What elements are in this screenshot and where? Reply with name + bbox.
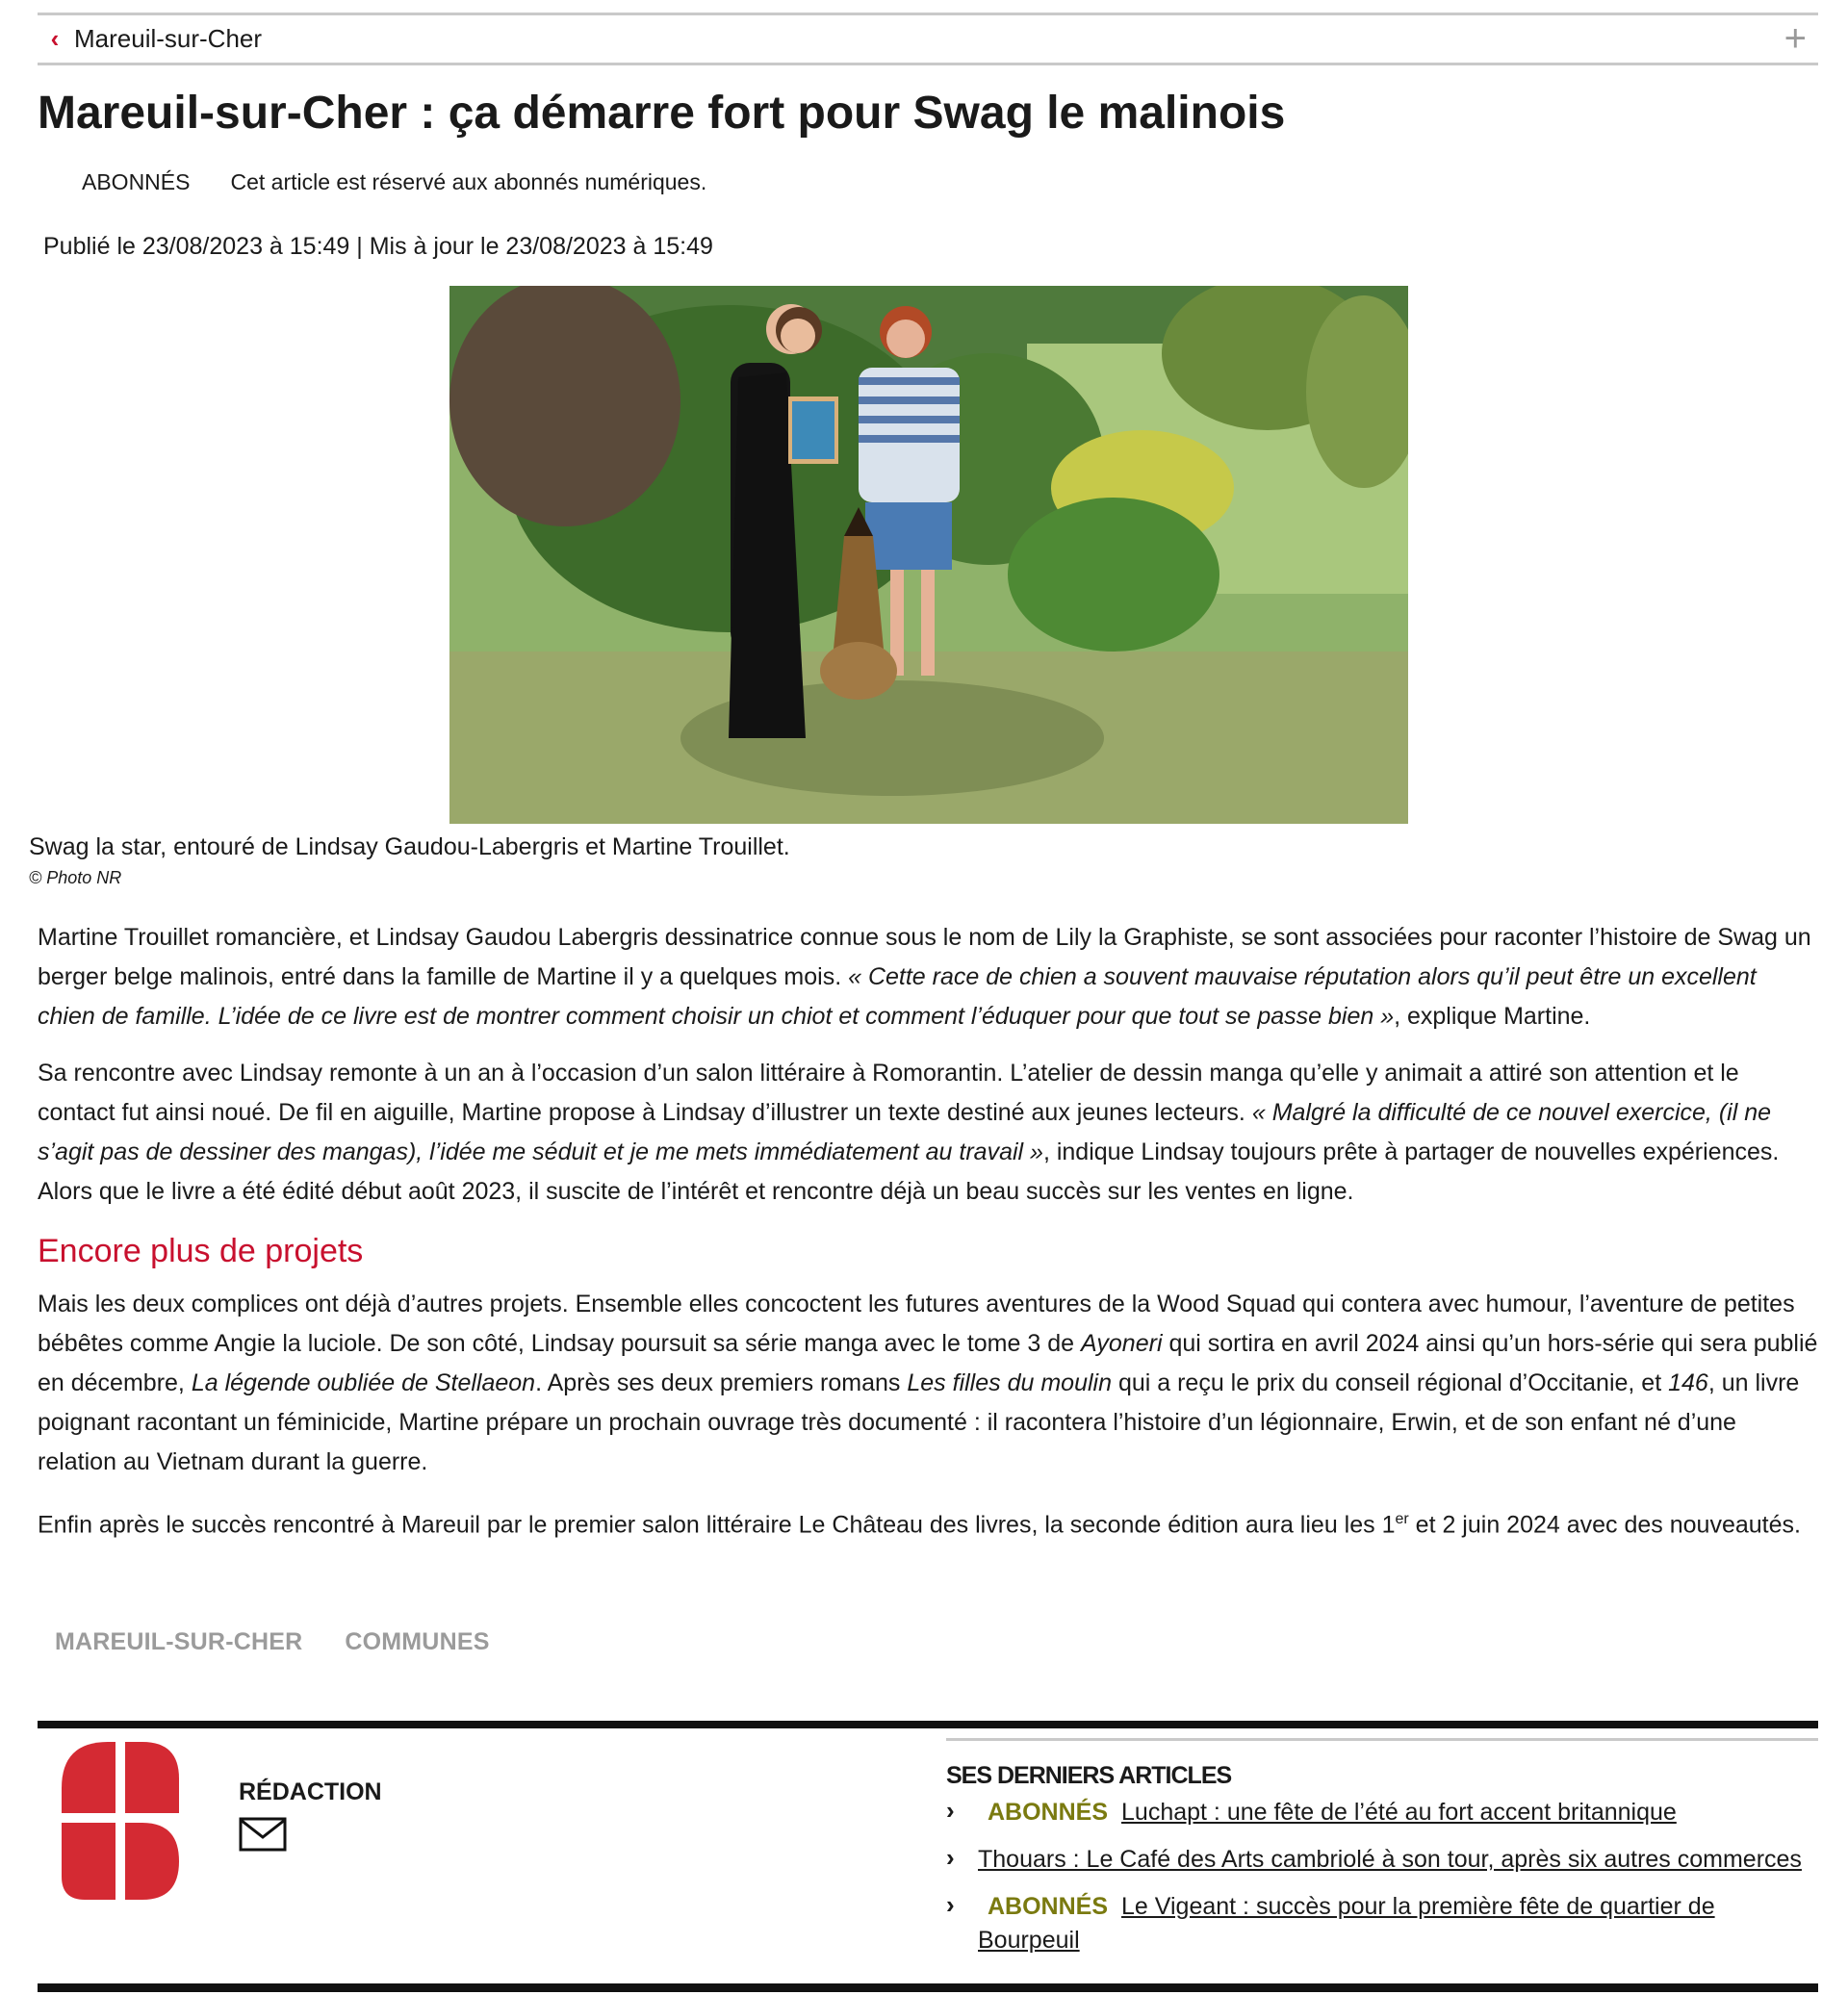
paragraph-2: Sa rencontre avec Lindsay remonte à un an à l’occasion d’un salon littéraire à Romorantin. L’atelier de dessin manga qu’elle y animait a attiré son attention et le contact fut ainsi noué. De fil en aiguille, Martine propose à Lindsay d’illustrer un texte destiné aux jeunes lecteurs. « Malgré la difficulté de ce nouvel exercice, (il ne s’agit pas de dessiner des mangas), l’idée me séduit et je me mets immédiatement au travail », indique Lindsay toujours prête à partager de nouvelles expériences. Alors que le livre a été édité début août 2023, il suscite de l’intérêt et rencontre déjà un beau succès sur les ventes en ligne. (38, 1060, 1780, 1205)
tag-mareuil[interactable]: MAREUIL-SUR-CHER (55, 1628, 303, 1655)
chevron-right-icon: › (946, 1796, 955, 1825)
premium-badge: ABONNÉS (988, 1799, 1109, 1826)
chevron-right-icon: › (946, 1890, 955, 1919)
premium-badge: ABONNÉS (988, 1893, 1109, 1920)
plus-icon[interactable]: + (1784, 17, 1807, 60)
photo-caption: Swag la star, entouré de Lindsay Gaudou-Labergris et Martine Trouillet. (29, 833, 790, 860)
photo-credit: © Photo NR (29, 868, 122, 887)
page-title: Mareuil-sur-Cher : ça démarre fort pour Swag le malinois (38, 88, 1286, 139)
subheading: Encore plus de projets (38, 1233, 364, 1269)
latest-article-link[interactable]: Thouars : Le Café des Arts cambriolé à son tour, après six autres commerces (978, 1846, 1802, 1873)
chevron-left-icon[interactable]: ‹ (50, 24, 60, 53)
paragraph-3: Mais les deux complices ont déjà d’autres projets. Ensemble elles concoctent les futures aventures de la Wood Squad qui contera avec humour, l’aventure de petites bébêtes comme Angie la luciole. De son côté, Lindsay poursuit sa série manga avec le tome 3 de Ayoneri qui sortira en avril 2024 ainsi qu’un hors-série qui sera publié en décembre, La légende oubliée de Stellaeon. Après ses deux premiers romans Les filles du moulin qui a reçu le prix du conseil régional d’Occitanie, et 146, un livre poignant racontant un féminicide, Martine prépare un prochain ouvrage très documenté : il racontera l’histoire d’un légionnaire, Erwin, et de son enfant né d’une relation au Vietnam durant la guerre. (38, 1291, 1818, 1475)
breadcrumb (38, 13, 1818, 65)
article-body (38, 918, 1820, 1562)
premium-notice (82, 169, 706, 195)
newspaper-logo[interactable] (62, 1742, 179, 1900)
tag-list (55, 1628, 490, 1656)
tag-communes[interactable]: COMMUNES (345, 1628, 490, 1655)
latest-articles (946, 1738, 1818, 1971)
footer-divider-top (38, 1721, 1818, 1728)
footer-divider-bottom (38, 1983, 1818, 1992)
article-photo (449, 286, 1408, 824)
latest-article-item[interactable] (946, 1843, 1818, 1877)
article-photo-illustration (449, 286, 1408, 824)
paragraph-1: Martine Trouillet romancière, et Lindsay Gaudou Labergris dessinatrice connue sous le nom de Lily la Graphiste, se sont associées pour raconter l’histoire de Swag un berger belge malinois, entré dans la famille de Martine il y a quelques mois. « Cette race de chien a souvent mauvaise réputation alors qu’il peut être un excellent chien de famille. L’idée de ce livre est de montrer comment choisir un chiot et comment l’éduquer pour que tout se passe bien », explique Martine. (38, 924, 1811, 1030)
paragraph-4: Enfin après le succès rencontré à Mareuil par le premier salon littéraire Le Château des livres, la seconde édition aura lieu les 1er et 2 juin 2024 avec des nouveautés. (38, 1511, 1801, 1539)
breadcrumb-link[interactable]: Mareuil-sur-Cher (74, 24, 263, 53)
latest-article-item[interactable] (946, 1890, 1818, 1957)
latest-article-item[interactable] (946, 1796, 1818, 1829)
latest-article-link[interactable]: Le Vigeant : succès pour la première fête de quartier de Bourpeuil (978, 1893, 1715, 1954)
chevron-right-icon: › (946, 1843, 955, 1872)
premium-note: Cet article est réservé aux abonnés numériques. (230, 169, 707, 194)
publication-dates: Publié le 23/08/2023 à 15:49 | Mis à jour le 23/08/2023 à 15:49 (43, 233, 713, 260)
redaction-label: RÉDACTION (239, 1778, 382, 1805)
latest-article-link[interactable]: Luchapt : une fête de l’été au fort accent britannique (1121, 1799, 1677, 1826)
premium-badge: ABONNÉS (82, 169, 191, 194)
latest-articles-title: SES DERNIERS ARTICLES (946, 1762, 1232, 1789)
mail-icon[interactable] (239, 1817, 287, 1852)
